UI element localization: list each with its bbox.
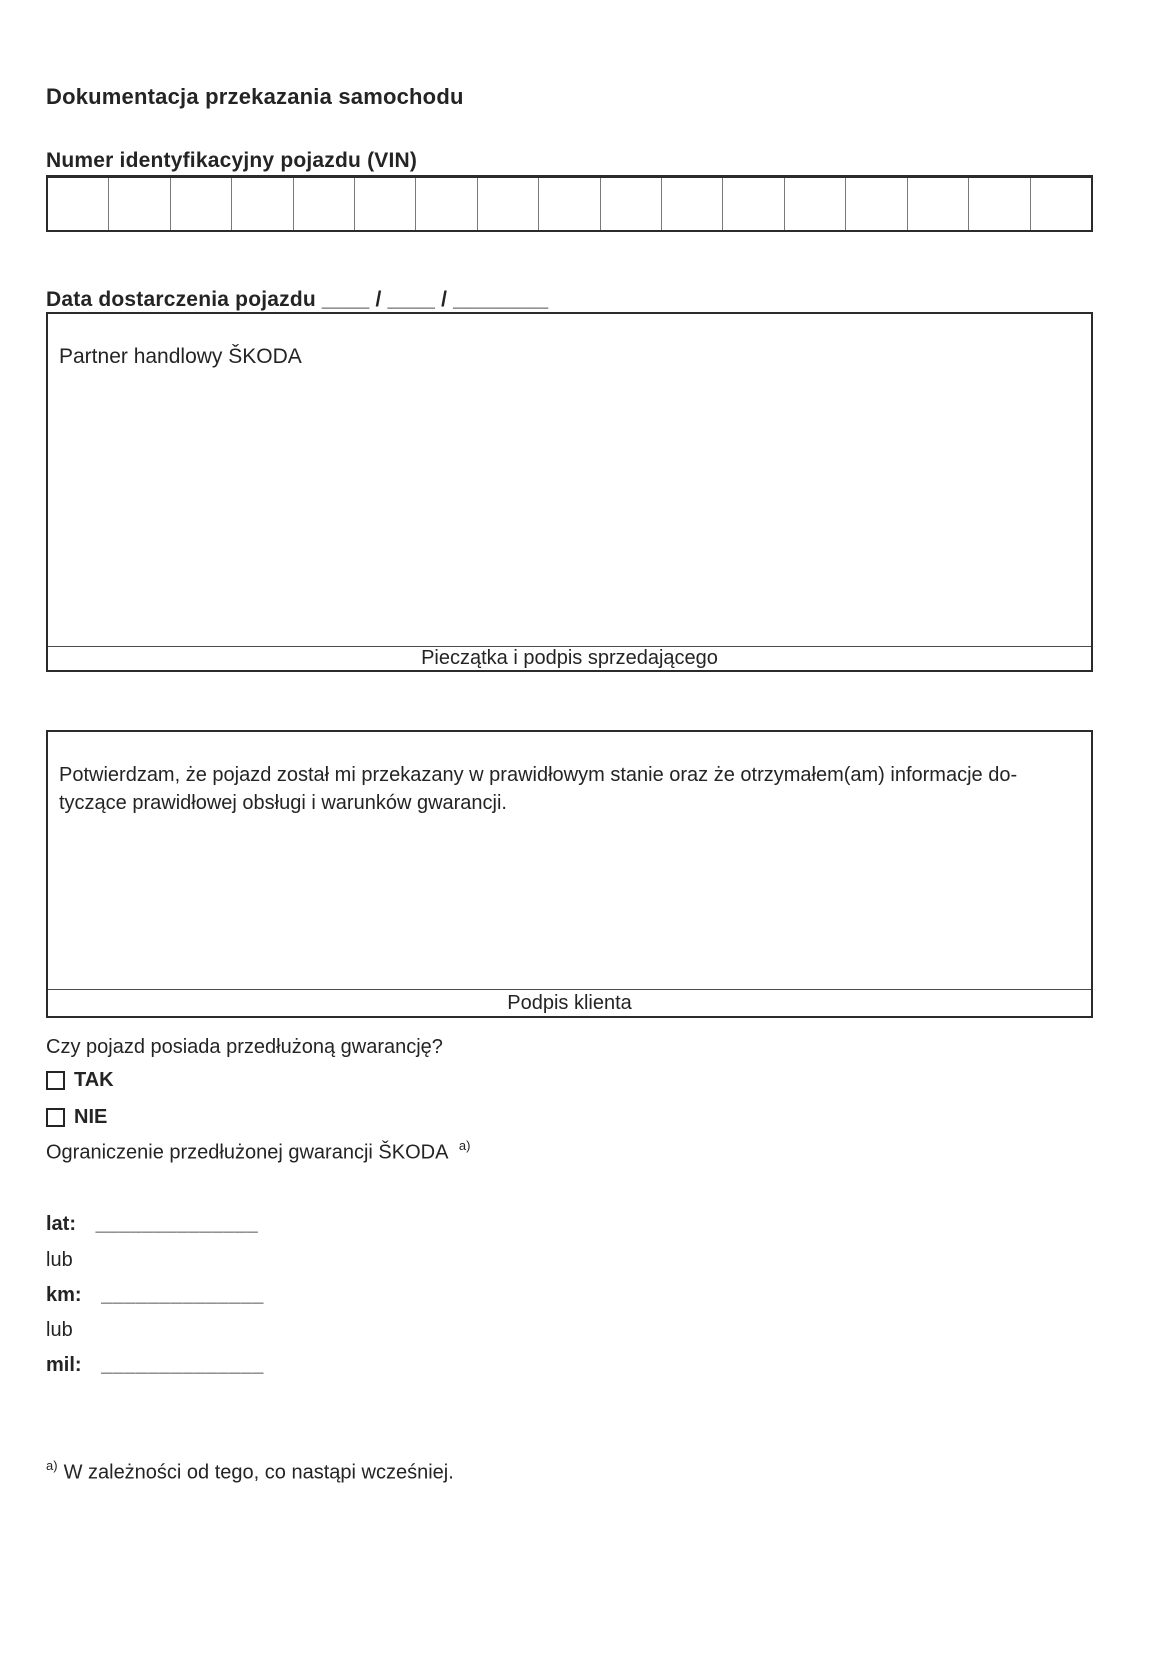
years-field-input[interactable]: ______________ — [95, 1213, 259, 1235]
no-checkbox[interactable] — [46, 1108, 65, 1127]
customer-box-caption: Podpis klienta — [48, 989, 1091, 1016]
vin-label: Numer identyfikacyjny pojazdu (VIN) — [46, 149, 418, 172]
no-label: NIE — [74, 1106, 108, 1128]
vin-cell[interactable] — [845, 178, 906, 230]
delivery-date-label: Data dostarczenia pojazdu ____ / ____ / ________ — [46, 288, 549, 311]
warranty-limit-label — [46, 1139, 470, 1165]
vin-cell[interactable] — [354, 178, 415, 230]
vin-cell[interactable] — [108, 178, 169, 230]
vin-cell[interactable] — [907, 178, 968, 230]
footnote — [46, 1459, 454, 1485]
seller-box-header: Partner handlowy ŠKODA — [59, 345, 302, 368]
vin-grid[interactable] — [46, 175, 1093, 232]
warranty-limit-footnote-marker: a) — [458, 1138, 471, 1153]
confirmation-line-1: Potwierdzam, że pojazd został mi przekazany w prawidłowym stanie oraz że otrzymałem(am) informacje do- — [59, 764, 1018, 786]
customer-signature-box[interactable] — [46, 730, 1093, 1018]
vin-cell[interactable] — [968, 178, 1029, 230]
km-field-input[interactable]: ______________ — [101, 1284, 264, 1306]
years-field-row — [46, 1213, 258, 1236]
vin-cell[interactable] — [48, 178, 108, 230]
yes-label: TAK — [74, 1069, 114, 1091]
vin-cell[interactable] — [538, 178, 599, 230]
vin-cell[interactable] — [1030, 178, 1091, 230]
vin-cell[interactable] — [231, 178, 292, 230]
km-field-row — [46, 1284, 264, 1307]
option-row-yes — [46, 1069, 114, 1092]
seller-signature-box[interactable] — [46, 312, 1093, 672]
vin-cell[interactable] — [477, 178, 538, 230]
option-row-no — [46, 1106, 107, 1129]
or-label-2: lub — [46, 1319, 73, 1341]
yes-checkbox[interactable] — [46, 1071, 65, 1090]
or-label-1: lub — [46, 1249, 73, 1271]
vin-cell[interactable] — [784, 178, 845, 230]
vin-cell[interactable] — [661, 178, 722, 230]
vin-cell[interactable] — [170, 178, 231, 230]
confirmation-line-2: tyczące prawidłowej obsługi i warunków gwarancji. — [59, 792, 507, 814]
years-field-label: lat: — [46, 1213, 76, 1235]
footnote-marker: a) — [46, 1458, 58, 1473]
vin-cell[interactable] — [293, 178, 354, 230]
miles-field-label: mil: — [46, 1354, 82, 1376]
customer-confirmation-text — [48, 732, 1091, 817]
km-field-label: km: — [46, 1284, 82, 1306]
footnote-text: W zależności od tego, co nastąpi wcześniej. — [63, 1461, 454, 1484]
miles-field-input[interactable]: ______________ — [101, 1354, 264, 1376]
vin-cell[interactable] — [600, 178, 661, 230]
page-title: Dokumentacja przekazania samochodu — [46, 84, 464, 109]
vin-cell[interactable] — [722, 178, 783, 230]
warranty-limit-text: Ograniczenie przedłużonej gwarancji ŠKODA — [46, 1141, 448, 1164]
miles-field-row — [46, 1354, 264, 1377]
seller-box-caption: Pieczątka i podpis sprzedającego — [48, 646, 1091, 670]
vin-cell[interactable] — [415, 178, 476, 230]
extended-warranty-question: Czy pojazd posiada przedłużoną gwarancję? — [46, 1036, 443, 1058]
